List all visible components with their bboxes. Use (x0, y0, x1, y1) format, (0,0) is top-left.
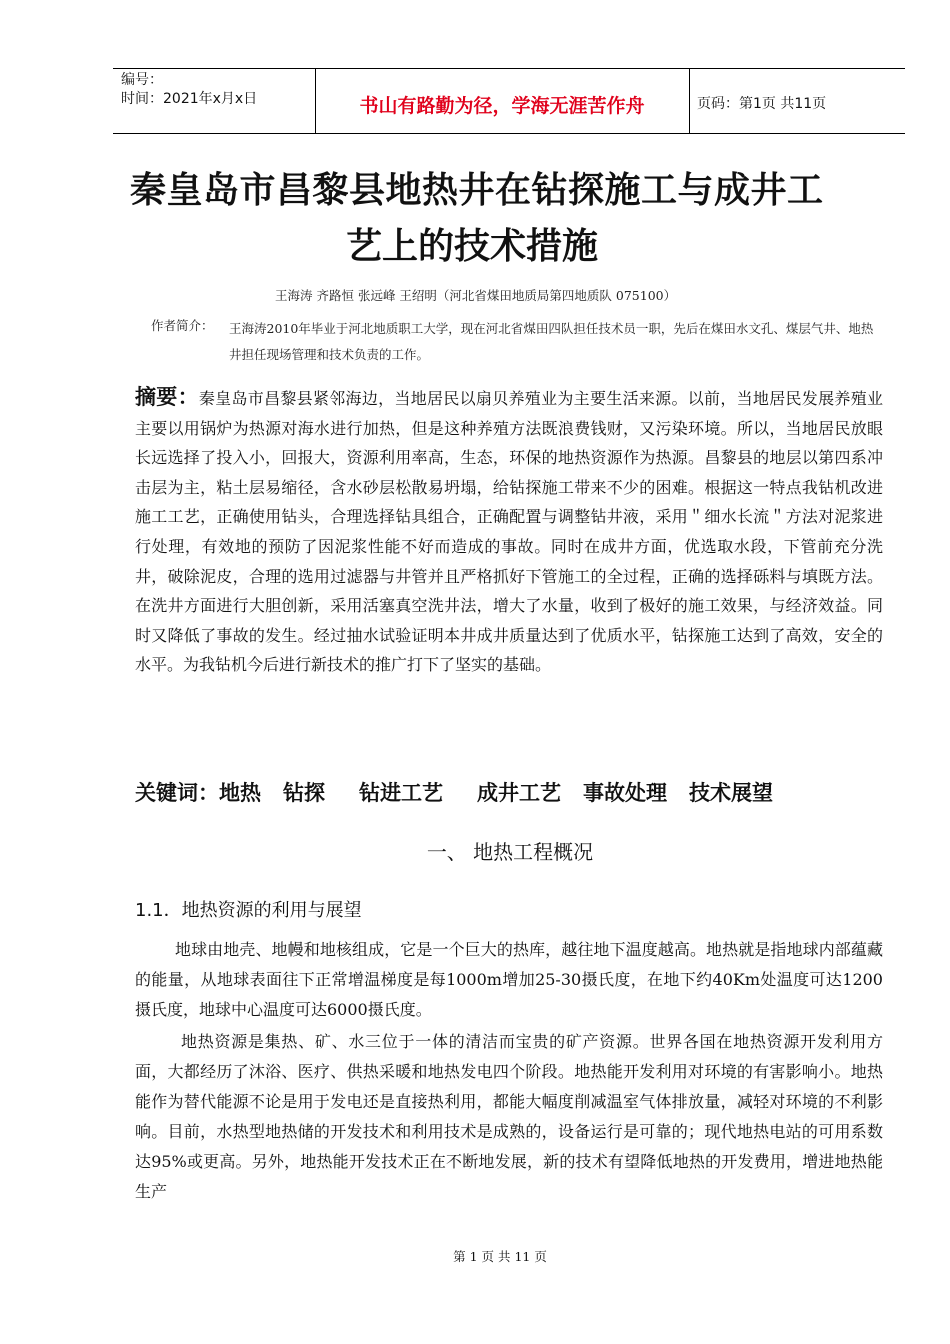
section-heading: 一、 地热工程概况 (426, 840, 594, 864)
keywords (135, 777, 795, 807)
keyword-item: 成井工艺 (477, 781, 561, 805)
body-paragraph: 地球由地壳、地幔和地核组成，它是一个巨大的热库，越往地下温度越高。地热就是指地球内部蕴藏的能量，从地球表面往下正常增温梯度是每1000m增加25-30摄氏度，在地下约40Km处温度可达1200摄氏度，地球中心温度可达6000摄氏度。 (135, 940, 883, 1019)
keyword-item: 技术展望 (689, 781, 773, 805)
bio-label: 作者简介： (151, 318, 214, 333)
keywords-label: 关键词： (135, 781, 219, 805)
keyword-item: 钻探 (283, 781, 325, 805)
authors-line: 王海涛 齐路恒 张远峰 王绍明（河北省煤田地质局第四地质队 075100） (275, 288, 677, 303)
keyword-item: 钻进工艺 (359, 781, 443, 805)
title-line-1: 秦皇岛市昌黎县地热井在钻探施工与成井工 (130, 170, 824, 211)
document-date: 时间：2021年x月x日 (121, 91, 258, 107)
abstract-label: 摘要： (135, 385, 199, 409)
header-meta (121, 71, 257, 109)
header-motto: 书山有路勤为径，学海无涯苦作舟 (359, 95, 645, 117)
subsection-heading: 1.1．地热资源的利用与展望 (135, 900, 362, 921)
title-line-2: 艺上的技术措施 (346, 226, 599, 267)
page-footer: 第 1 页 共 11 页 (453, 1249, 547, 1264)
header-divider (689, 69, 690, 133)
bio-text: 王海涛2010年毕业于河北地质职工大学，现在河北省煤田四队担任技术员一职，先后在煤田水文孔、煤层气井、地热井担任现场管理和技术负责的工作。 (229, 321, 874, 362)
abstract (135, 383, 883, 680)
document-number: 编号： (121, 72, 163, 88)
keyword-item: 地热 (219, 781, 261, 805)
body-paragraph: 地热资源是集热、矿、水三位于一体的清洁而宝贵的矿产资源。世界各国在地热资源开发利用方面，大都经历了沐浴、医疗、供热采暖和地热发电四个阶段。地热能开发利用对环境的有害影响小。地热能作为替代能源不论是用于发电还是直接热利用，都能大幅度削减温室气体排放量，减轻对环境的不利影响。目前，水热型地热储的开发技术和利用技术是成熟的，设备运行是可靠的；现代地热电站的可用系数达95%或更高。另外，地热能开发技术正在不断地发展，新的技术有望降低地热的开发费用，增进地热能生产 (135, 1032, 883, 1201)
document-title (130, 163, 890, 275)
keyword-item: 事故处理 (583, 781, 667, 805)
header-page-number: 页码：第1页 共11页 (697, 96, 827, 112)
abstract-text: 秦皇岛市昌黎县紧邻海边，当地居民以扇贝养殖业为主要生活来源。以前，当地居民发展养殖业主要以用锅炉为热源对海水进行加热，但是这种养殖方法既浪费钱财，又污染环境。所以，当地居民放眼长远选择了投入小，回报大，资源利用率高，生态，环保的地热资源作为热源。昌黎县的地层以第四系冲击层为主，粘土层易缩径，含水砂层松散易坍塌，给钻探施工带来不少的困难。根据这一特点我钻机改进施工工艺，正确使用钻头，合理选择钻具组合，正确配置与调整钻井液，采用＂细水长流＂方法对泥浆进行处理，有效地的预防了因泥浆性能不好而造成的事故。同时在成井方面，优选取水段，下管前充分洗井，破除泥皮，合理的选用过滤器与井管并且严格抓好下管施工的全过程，正确的选择砾料与填既方法。在洗井方面进行大胆创新，采用活塞真空洗井法，增大了水量，收到了极好的施工效果，与经济效益。同时又降低了事故的发生。经过抽水试验证明本井成井质量达到了优质水平，钻探施工达到了高效，安全的水平。为我钻机今后进行新技术的推广打下了坚实的基础。 (135, 389, 883, 675)
page-header (113, 68, 905, 134)
